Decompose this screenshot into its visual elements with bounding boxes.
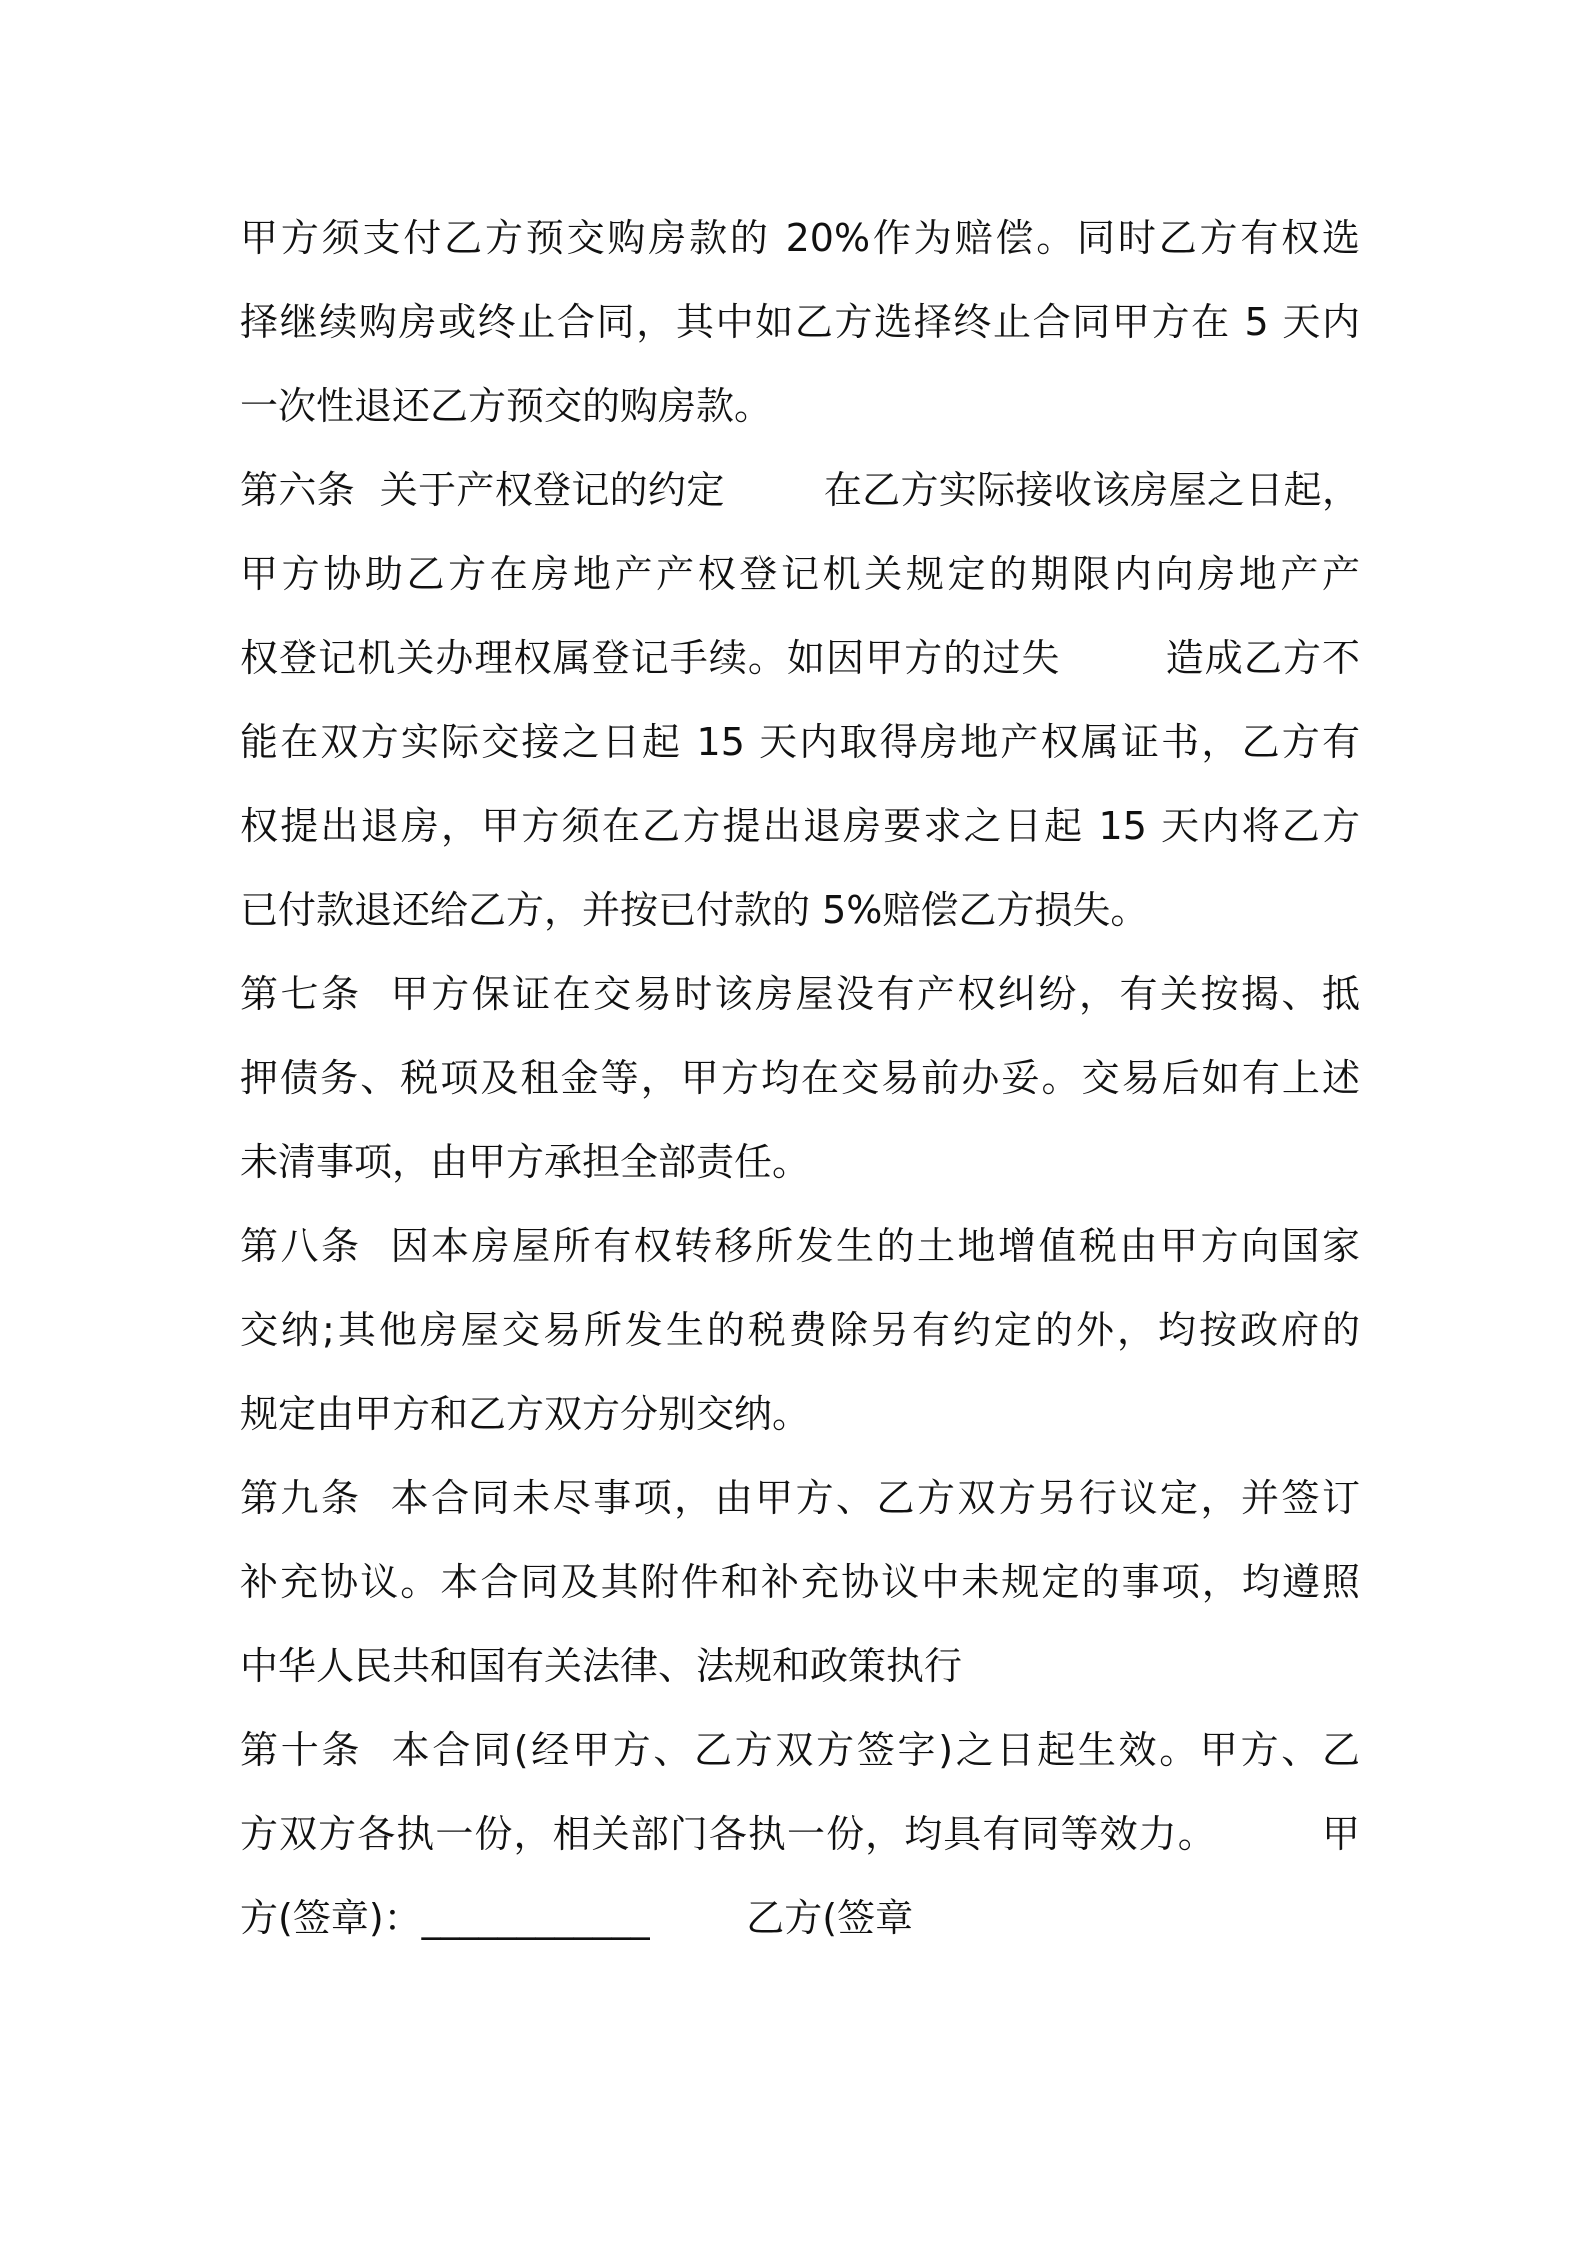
article-9-line: 第九条 本合同未尽事项，由甲方、乙方双方另行议定，并签订 — [240, 1476, 1360, 1520]
text-line: 中华人民共和国有关法律、法规和政策执行 — [240, 1644, 963, 1688]
article-8-line: 第八条 因本房屋所有权转移所发生的土地增值税由甲方向国家 — [240, 1224, 1360, 1268]
text-line: 一次性退还乙方预交的购房款。 — [240, 384, 773, 428]
text-line: 未清事项，由甲方承担全部责任。 — [240, 1140, 811, 1184]
text-line: 权提出退房，甲方须在乙方提出退房要求之日起 15 天内将乙方 — [240, 804, 1360, 848]
text-line: 已付款退还给乙方，并按已付款的 5%赔偿乙方损失。 — [240, 888, 1149, 932]
text-line: 权登记机关办理权属登记手续。如因甲方的过失 造成乙方不 — [240, 636, 1360, 680]
text-line: 押债务、税项及租金等，甲方均在交易前办妥。交易后如有上述 — [240, 1056, 1360, 1100]
article-7-line: 第七条 甲方保证在交易时该房屋没有产权纠纷，有关按揭、抵 — [240, 972, 1360, 1016]
text-line: 甲方协助乙方在房地产产权登记机关规定的期限内向房地产产 — [240, 552, 1360, 596]
text-line: 择继续购房或终止合同，其中如乙方选择终止合同甲方在 5 天内 — [240, 300, 1360, 344]
signature-line: 方(签章)：____________ 乙方(签章 — [240, 1896, 914, 1940]
contract-text — [240, 196, 1360, 1960]
text-line: 规定由甲方和乙方双方分别交纳。 — [240, 1392, 811, 1436]
text-line: 甲方须支付乙方预交购房款的 20%作为赔偿。同时乙方有权选 — [240, 216, 1360, 260]
text-line: 交纳;其他房屋交易所发生的税费除另有约定的外，均按政府的 — [240, 1308, 1360, 1352]
text-line: 补充协议。本合同及其附件和补充协议中未规定的事项，均遵照 — [240, 1560, 1360, 1604]
article-10-line: 第十条 本合同(经甲方、乙方双方签字)之日起生效。甲方、乙 — [240, 1728, 1360, 1772]
text-line: 能在双方实际交接之日起 15 天内取得房地产权属证书，乙方有 — [240, 720, 1360, 764]
text-line: 方双方各执一份，相关部门各执一份，均具有同等效力。 甲 — [240, 1812, 1360, 1856]
article-6-heading-line: 第六条 关于产权登记的约定 在乙方实际接收该房屋之日起， — [240, 468, 1360, 512]
